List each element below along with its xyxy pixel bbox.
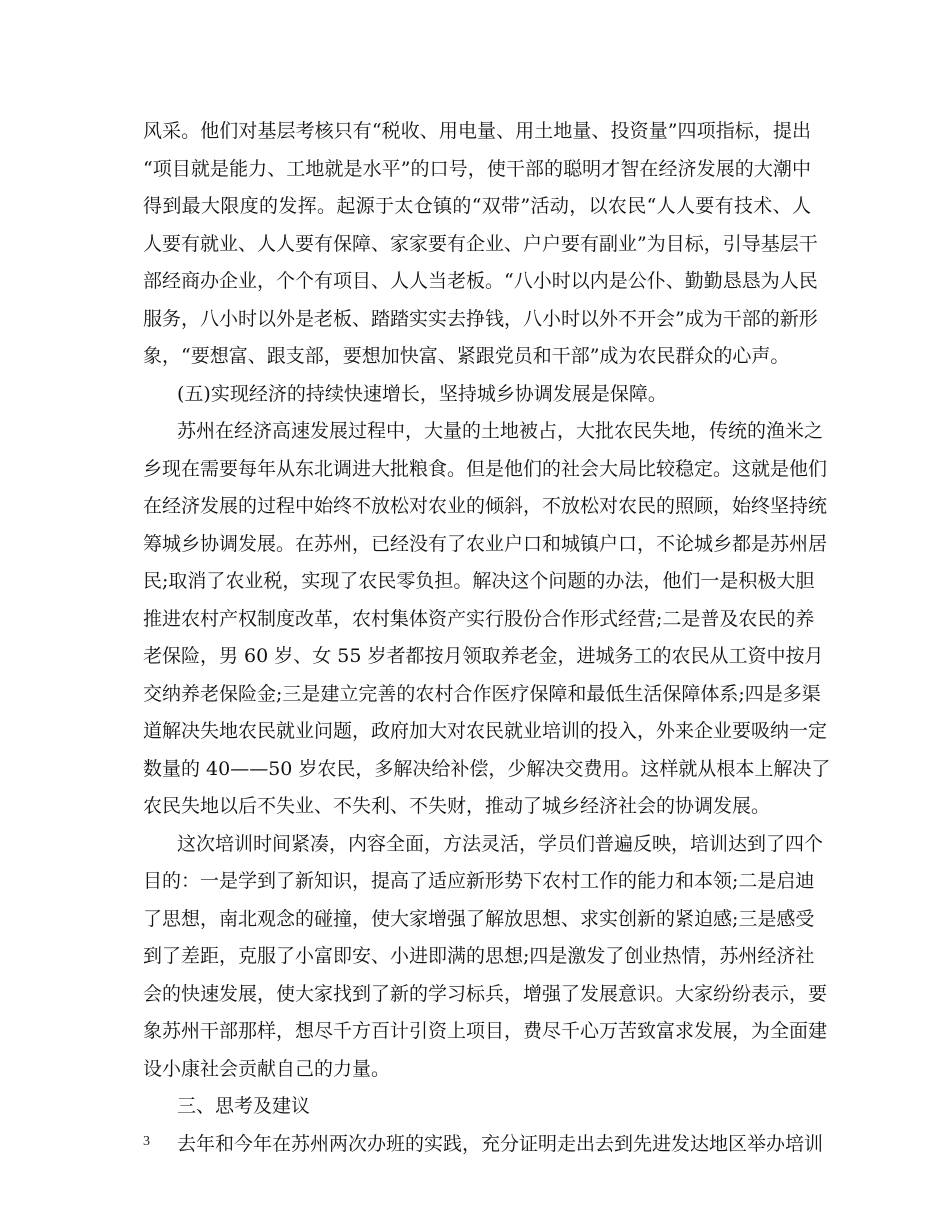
text-line: 苏州在经济高速发展过程中，大量的土地被占，大批农民失地，传统的渔米之 [177, 420, 824, 442]
text-line: 筹城乡协调发展。在苏州，已经没有了农业户口和城镇户口，不论城乡都是苏州居 [143, 532, 828, 555]
text-line: 会的快速发展，使大家找到了新的学习标兵，增强了发展意识。大家纷纷表示，要 [143, 982, 828, 1005]
text-line: 这次培训时间紧凑，内容全面，方法灵活，学员们普遍反映，培训达到了四个 [177, 832, 824, 855]
text-line: 象苏州干部那样，想尽千方百计引资上项目，费尽千心万苦致富求发展，为全面建 [143, 1020, 828, 1042]
text-line: “项目就是能力、工地就是水平”的口号，使干部的聪明才智在经济发展的大潮中 [143, 157, 811, 180]
text-line: 人要有就业、人人要有保障、家家要有企业、户户要有副业”为目标，引导基层干 [143, 232, 818, 255]
text-line: 农民失地以后不失业、不失利、不失财，推动了城乡经济社会的协调发展。 [143, 795, 771, 817]
page-number: 3 [143, 1134, 150, 1149]
text-line: 民;取消了农业税，实现了农民零负担。解决这个问题的办法，他们一是积极大胆 [143, 570, 815, 592]
document-body [143, 113, 831, 1163]
text-line: 得到最大限度的发挥。起源于太仓镇的“双带”活动，以农民“人人要有技术、人 [143, 195, 811, 217]
text-line: 风采。他们对基层考核只有“税收、用电量、用土地量、投资量”四项指标，提出 [143, 120, 811, 142]
text-line: 道解决失地农民就业问题，政府加大对农民就业培训的投入，外来企业要吸纳一定 [143, 720, 828, 742]
text-line: 到了差距，克服了小富即安、小进即满的思想;四是激发了创业热情，苏州经济社 [143, 945, 815, 967]
section-heading: 三、思考及建议 [177, 1095, 311, 1117]
text-line: 在经济发展的过程中始终不放松对农业的倾斜，不放松对农民的照顾，始终坚持统 [143, 495, 828, 517]
text-line: 交纳养老保险金;三是建立完善的农村合作医疗保障和最低生活保障体系;四是多渠 [143, 682, 821, 705]
text-line: 服务，八小时以外是老板、踏踏实实去挣钱，八小时以外不开会”成为干部的新形 [143, 307, 818, 330]
text-line: 设小康社会贡献自己的力量。 [143, 1057, 391, 1080]
text-line: 目的：一是学到了新知识，提高了适应新形势下农村工作的能力和本领;二是启迪 [143, 870, 815, 892]
section-heading: (五)实现经济的持续快速增长，坚持城乡协调发展是保障。 [177, 382, 667, 405]
text-line: 象，“要想富、跟支部，要想加快富、紧跟党员和干部”成为农民群众的心声。 [143, 345, 790, 367]
text-line: 数量的 40——50 岁农民，多解决给补偿，少解决交费用。这样就从根本上解决了 [143, 757, 831, 780]
text-line: 老保险，男 60 岁、女 55 岁者都按月领取养老金，进城务工的农民从工资中按月 [143, 645, 824, 667]
text-line: 推进农村产权制度改革，农村集体资产实行股份合作形式经营;二是普及农民的养 [143, 607, 815, 630]
text-line: 去年和今年在苏州两次办班的实践，充分证明走出去到先进发达地区举办培训 [177, 1132, 824, 1155]
text-line: 部经商办企业，个个有项目、人人当老板。“八小时以内是公仆、勤勤恳恳为人民 [143, 270, 818, 292]
text-line: 了思想，南北观念的碰撞，使大家增强了解放思想、求实创新的紧迫感;三是感受 [143, 907, 815, 930]
text-line: 乡现在需要每年从东北调进大批粮食。但是他们的社会大局比较稳定。这就是他们 [143, 457, 828, 480]
